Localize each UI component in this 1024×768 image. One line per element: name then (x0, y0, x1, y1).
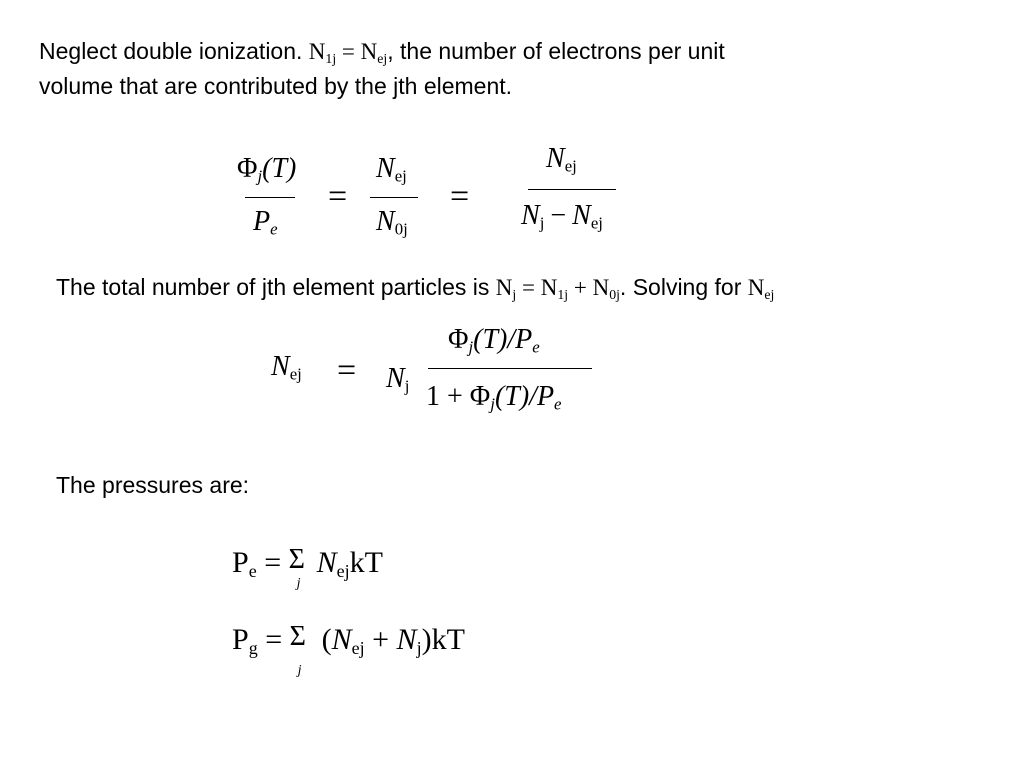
eq2-denominator: $1 + \Phi_j(T)/P_e$ (426, 381, 562, 414)
intro-line-2: volume that are contributed by the jth element. (39, 73, 513, 99)
eq1-nej-numerator: $N_{ej}$ (376, 153, 407, 186)
pg-equation: $P_g = \Sigma$ j $(N_{ej} + N_j)kT$ (232, 621, 465, 678)
intro-line-1 (39, 38, 725, 65)
eq2-numerator: $\Phi_j(T)/P_e$ (448, 324, 540, 357)
eq1-nej-numerator-3: $N_{ej}$ (546, 143, 577, 176)
total-nj-relation: $N_j = N_{1j} + N_{0j}$ (495, 275, 620, 302)
intro-lead: Neglect double ionization. (39, 38, 309, 64)
total-line: The total number of jth element particles is $N_j = N_{1j} + N_{0j}$. Solving for $N_{ej}$ (56, 274, 775, 302)
eq1-phi-numerator: $\Phi_j(T)$ (237, 153, 297, 186)
eq1-equals-1: = (328, 178, 348, 215)
eq1-fraction-bar-3 (528, 189, 616, 190)
eq1-fraction-bar-2 (370, 197, 418, 198)
pe-equation: $P_e = \Sigma$ j $N_{ej}kT$ (232, 544, 383, 591)
eq1-equals-2: = (450, 178, 470, 215)
pg-sigma: Σ j (289, 621, 306, 678)
intro-n1j: $N_{1j} = N_{ej}$ (308, 39, 388, 66)
eq2-fraction-bar (428, 368, 592, 369)
eq1-denominator-3: $N_j - N_{ej}$ (521, 200, 603, 233)
eq1-fraction-bar-1 (245, 197, 295, 198)
total-nej: $N_{ej}$ (747, 275, 775, 302)
pe-sigma: Σ j (288, 544, 305, 591)
eq2-lhs: $N_{ej}$ (271, 351, 302, 384)
pressures-label: The pressures are: (56, 472, 250, 498)
eq2-coefficient: $N_j$ (386, 363, 410, 396)
eq2-equals: = (337, 352, 357, 389)
eq1-n0j-denominator: $N_{0j}$ (376, 206, 408, 239)
intro-tail: , the number of electrons per unit (387, 38, 725, 64)
eq1-pe-denominator: $P_e$ (253, 206, 278, 239)
